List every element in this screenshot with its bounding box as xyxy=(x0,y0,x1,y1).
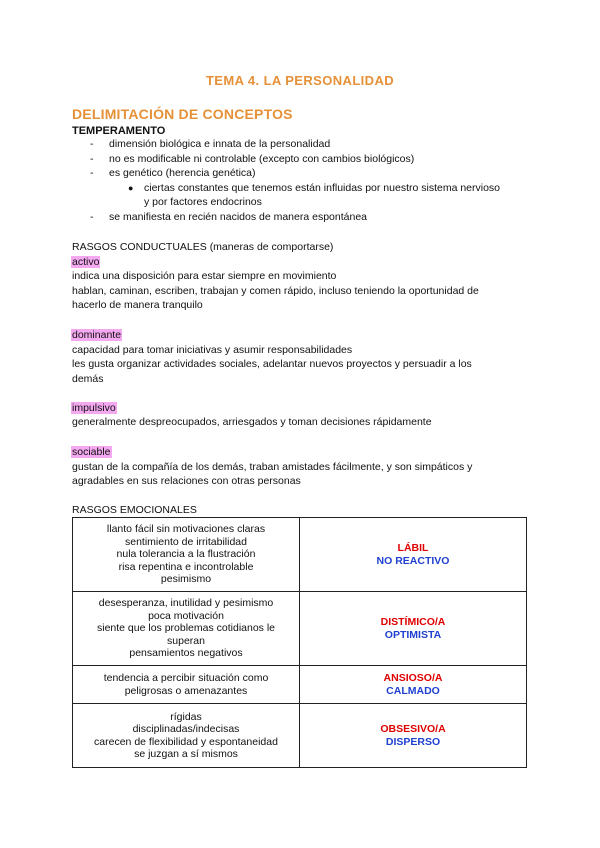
list-dash: - xyxy=(90,167,94,179)
trait-cell xyxy=(300,704,527,768)
section-heading: DELIMITACIÓN DE CONCEPTOS xyxy=(72,106,293,122)
table-row xyxy=(73,704,527,768)
list-dash: - xyxy=(90,153,94,165)
paragraph-line: hablan, caminan, escriben, trabajan y comen rápido, incluso teniendo la oportunidad de xyxy=(72,285,479,297)
trait-opposite: NO REACTIVO xyxy=(376,554,450,567)
paragraph-line: generalmente despreocupados, arriesgados y toman decisiones rápidamente xyxy=(72,416,432,428)
trait-name: ANSIOSO/A xyxy=(383,672,443,684)
list-item: es genético (herencia genética) xyxy=(109,167,256,179)
rasgos-emocionales-heading: RASGOS EMOCIONALES xyxy=(72,504,197,516)
trait-label-impulsivo: impulsivo xyxy=(72,402,116,414)
description-cell: desesperanza, inutilidad y pesimismo poca motivación siente que los problemas cotidianos le superan pensamientos negativos xyxy=(73,592,300,666)
table-row xyxy=(73,592,527,666)
paragraph-line: gustan de la compañía de los demás, traban amistades fácilmente, y son simpáticos y xyxy=(72,461,473,473)
page-title: TEMA 4. LA PERSONALIDAD xyxy=(205,73,395,88)
list-item: dimensión biológica e innata de la personalidad xyxy=(109,138,331,150)
trait-label-activo: activo xyxy=(72,256,100,268)
list-dash: - xyxy=(90,138,94,150)
list-item: no es modificable ni controlable (excepto con cambios biológicos) xyxy=(109,153,415,165)
trait-cell xyxy=(300,666,527,704)
description-cell: tendencia a percibir situación como peligrosas o amenazantes xyxy=(73,666,300,704)
paragraph-line: capacidad para tomar iniciativas y asumir responsabilidades xyxy=(72,344,353,356)
trait-name: LÁBIL xyxy=(397,542,429,554)
trait-opposite: DISPERSO xyxy=(385,735,441,748)
table-row xyxy=(73,666,527,704)
sub-list-item-line: y por factores endocrinos xyxy=(144,196,262,208)
paragraph-line: demás xyxy=(72,373,104,385)
paragraph-line: les gusta organizar actividades sociales, adelantar nuevos proyectos y persuadir a los xyxy=(72,358,472,370)
trait-label-sociable: sociable xyxy=(72,446,111,458)
description-cell: llanto fácil sin motivaciones claras sentimiento de irritabilidad nula tolerancia a la flustración risa repentina e incontrolable pesimismo xyxy=(73,518,300,592)
emotional-traits-table xyxy=(72,517,527,768)
list-item: se manifiesta en recién nacidos de manera espontánea xyxy=(109,211,367,223)
paragraph-line: agradables en sus relaciones con otras personas xyxy=(72,475,301,487)
description-cell: rígidas disciplinadas/indecisas carecen de flexibilidad y espontaneidad se juzgan a sí mismos xyxy=(73,704,300,768)
temperamento-heading: TEMPERAMENTO xyxy=(72,125,166,137)
paragraph-line: hacerlo de manera tranquilo xyxy=(72,299,203,311)
trait-cell xyxy=(300,592,527,666)
bullet-dot: ● xyxy=(128,183,134,193)
trait-label-dominante: dominante xyxy=(72,329,122,341)
table-row xyxy=(73,518,527,592)
trait-name: OBSESIVO/A xyxy=(380,723,446,735)
sub-list-item-line: ciertas constantes que tenemos están influidas por nuestro sistema nervioso xyxy=(144,182,501,194)
list-dash: - xyxy=(90,211,94,223)
paragraph-line: indica una disposición para estar siempre en movimiento xyxy=(72,270,337,282)
trait-name: DISTÍMICO/A xyxy=(380,616,446,628)
rasgos-conductuales-heading: RASGOS CONDUCTUALES (maneras de comportarse) xyxy=(72,241,334,253)
trait-cell xyxy=(300,518,527,592)
trait-opposite: OPTIMISTA xyxy=(384,628,442,641)
trait-opposite: CALMADO xyxy=(386,684,440,697)
